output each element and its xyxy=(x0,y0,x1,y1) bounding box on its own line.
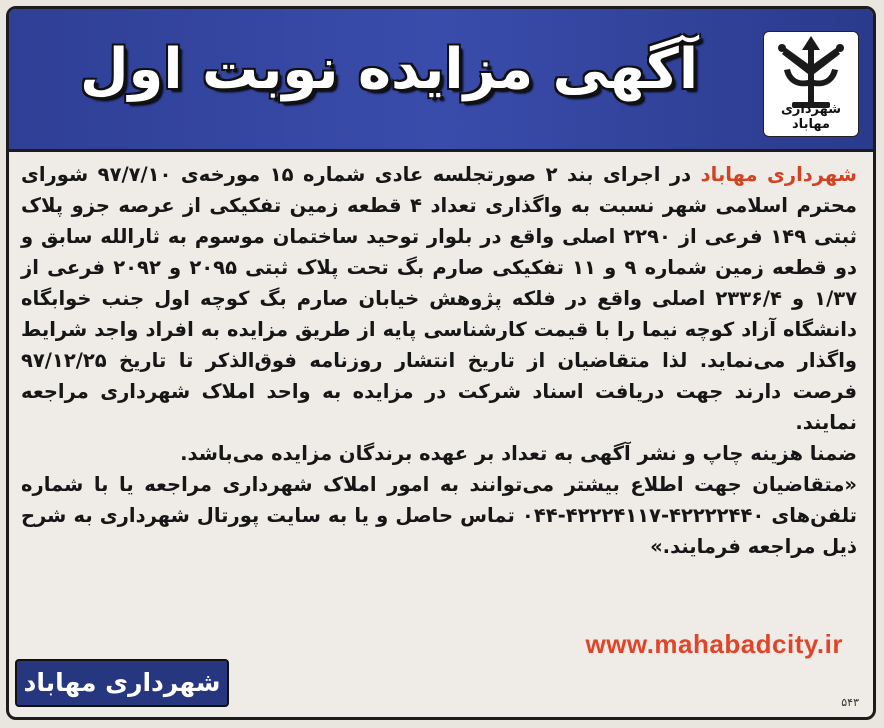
notice-body xyxy=(21,159,857,562)
notice-paragraph-3: «متقاضیان جهت اطلاع بیشتر می‌توانند به امور املاک شهرداری مراجعه یا با شماره تلفن‌های ۴۲۲۲۲۴۴۰-۴۲۲۲۴۱۱۷-۰۴۴ تماس حاصل و یا به سایت پورتال شهرداری به شرح ذیل مراجعه فرمایند.» xyxy=(21,473,857,558)
notice-frame xyxy=(6,6,876,720)
notice-paragraph-1 xyxy=(21,159,857,438)
footer-signature: شهرداری مهاباد xyxy=(15,659,229,707)
page-number: ۵۴۳ xyxy=(841,696,859,709)
logo xyxy=(763,31,859,137)
notice-title: آگهی مزایده نوبت اول xyxy=(79,37,699,102)
paragraph-1-text: در اجرای بند ۲ صورتجلسه عادی شماره ۱۵ مورخه‌ی ۹۷/۷/۱۰ شورای محترم اسلامی شهر نسبت به واگذاری تعداد ۴ قطعه زمین تفکیکی از عرصه جزو پلاک ثبتی ۱۴۹ فرعی از ۲۲۹۰ اصلی واقع در بلوار توحید ساختمان موسوم به ثارالله سابق و دو قطعه زمین شماره ۹ و ۱۱ تفکیکی صارم بگ تحت پلاک ثبتی ۲۰۹۵ و ۲۰۹۲ فرعی از ۱/۳۷ و ۲۳۳۶/۴ اصلی واقع در فلکه پژوهش خیابان صارم بگ کوچه اول جنب خوابگاه دانشگاه آزاد کوچه نیما را با قیمت کارشناسی پایه از طریق مزایده به افراد واجد شرایط واگذار می‌نماید. لذا متقاضیان از تاریخ انتشار روزنامه فوق‌الذکر تا تاریخ ۹۷/۱۲/۲۵ فرصت دارند جهت دریافت اسناد شرکت در مزایده به واحد املاک شهرداری مراجعه نمایند. xyxy=(21,163,857,434)
issuer-name: شهرداری مهاباد xyxy=(700,163,857,186)
notice-paragraph-2: ضمنا هزینه چاپ و نشر آگهی به تعداد بر عهده برندگان مزایده می‌باشد. xyxy=(180,442,857,465)
website-link[interactable]: www.mahabadcity.ir xyxy=(585,629,843,659)
notice-header xyxy=(9,9,873,152)
logo-caption: شهرداری مهاباد xyxy=(781,102,841,132)
